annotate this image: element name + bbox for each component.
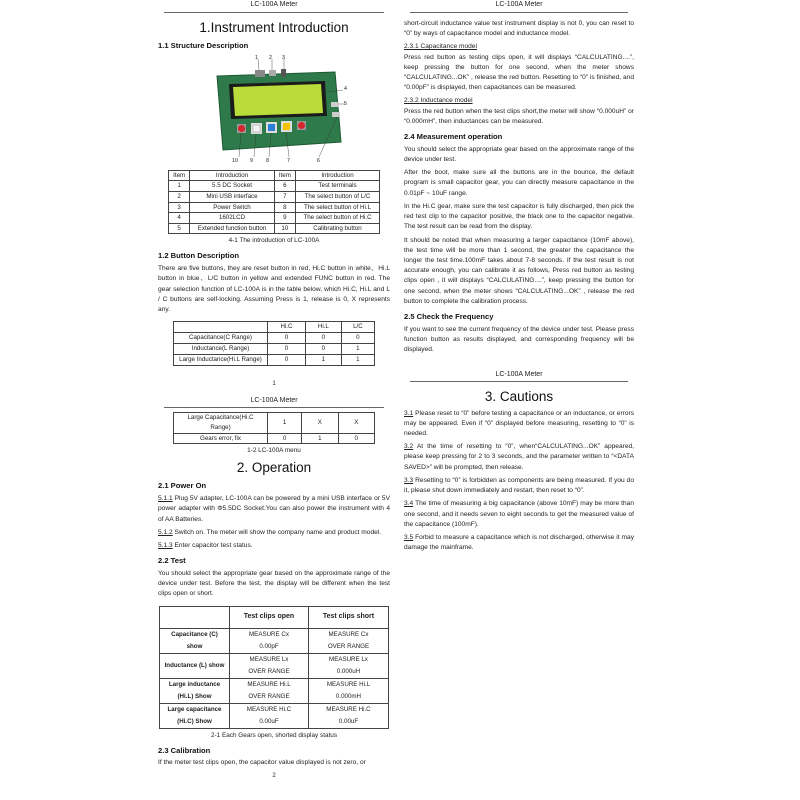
table-cell: [230, 653, 309, 678]
lcd-screen: [233, 84, 323, 116]
table-row: [169, 223, 380, 234]
table-row: [160, 678, 389, 703]
inductance-model-text: Press the red button when the test clips short,the meter will show “0.000uH” or “0.000mH”, then inductances can be measured.: [404, 107, 634, 125]
table-header-cell: Introduction: [295, 170, 379, 181]
page-number-2: 2: [272, 772, 276, 779]
display-line: 0.000mH: [335, 692, 362, 700]
dc-socket: [255, 70, 265, 77]
section-2-title: 2. Operation: [236, 460, 312, 476]
hil-button: [268, 124, 275, 131]
capacitance-model-text: Press red button as testing clips open, it will displays “CALCULATING....”, keep pressing the button for one second, when the meter shows “CALCULATING...OK” , release the red button. Resetting to “0” is finished, and “0.00pF” is displayed, then capacitances can be measured.: [404, 53, 634, 92]
table-header-cell: Item: [169, 170, 190, 181]
table-cell: [308, 703, 388, 728]
figure-label-9: 9: [250, 157, 253, 164]
figure-label-4: 4: [344, 85, 347, 92]
table-cell: 1: [305, 355, 341, 366]
display-line: MEASURE Hi.C: [246, 705, 292, 713]
table-cell: X: [302, 413, 338, 433]
display-line: 0.00uF: [259, 717, 279, 725]
subsection-2-4-title: 2.4 Measurement operation: [404, 132, 503, 142]
table-row: [169, 192, 380, 203]
figure-label-8: 8: [266, 157, 269, 164]
figure-label-3: 3: [282, 54, 285, 61]
table-row: [174, 413, 375, 433]
table-row: [160, 653, 389, 678]
display-line: MEASURE Lx: [329, 655, 368, 663]
func-button: [298, 122, 305, 129]
caution-text: The time of measuring a big capacitance (above 10mF) may be more than one second, and it needs seven to eight seconds to get the measured value of the capacitance (100mF).: [404, 500, 634, 528]
table-cell: 0: [338, 433, 374, 444]
table-cell: 1: [268, 413, 302, 433]
table-cell: Large Capacitance(Hi.C Range): [174, 413, 268, 433]
calibration-intro-text: short-circuit inductance value test instrument display is not 0, you can reset to “0” by ways of capacitance model and inductance model.: [404, 19, 634, 38]
table-cell: 9: [274, 213, 295, 224]
caution-number: 3.2: [404, 443, 414, 451]
table-header-cell: Hi.C: [268, 322, 306, 333]
test-description-text: You should select the appropriate gear based on the approximate range of the device under test. Before the test, the display will be different when the test clips open or short.: [158, 569, 390, 598]
table-header-cell: Test clips short: [308, 606, 388, 628]
caution-3-1: [404, 409, 634, 440]
table-cell: [308, 678, 388, 703]
table-header-cell: L/C: [341, 322, 374, 333]
table-cell: 5.5 DC Socket: [190, 181, 274, 192]
calibration-text: If the meter test clips open, the capacitor value displayed is not zero, or: [158, 759, 366, 767]
para-number: 5.1.3: [158, 541, 173, 549]
para-5-1-2: [158, 528, 390, 538]
table-cell: 2: [169, 192, 190, 203]
table-cell: 5: [169, 223, 190, 234]
structure-table-caption: 4-1 The introduction of LC-100A: [228, 237, 320, 245]
table-row: [174, 433, 375, 444]
calibrate-button: [238, 125, 245, 132]
usb-port: [269, 70, 276, 76]
table-cell: 1: [341, 355, 374, 366]
table-header-cell: [174, 322, 268, 333]
table-cell: 3: [169, 202, 190, 213]
table-cell: 1: [341, 344, 374, 355]
frequency-text: If you want to see the current frequency of the device under test. Please press function button as results displayed, and corresponding frequency will be displayed.: [404, 325, 634, 354]
button-description-text: There are five buttons, they are reset button in red, Hi.C button in white、Hi.L button in blue、L/C button in yellow and extended FUNC button in red. The gear selection function of LC-100A is in the table below, which Hi.C, Hi.L and L / C buttons are self-locking. Assuming Press is 1, release is 0, X represents any.: [158, 265, 390, 314]
display-line: MEASURE Hi.C: [326, 705, 371, 713]
table-row: [174, 355, 375, 366]
table-cell: 0: [268, 355, 306, 366]
table-cell: Inductance (L) show: [160, 653, 230, 678]
figure-label-1: 1: [255, 54, 258, 61]
terminal-1: [331, 102, 339, 107]
table-cell: 0: [268, 344, 306, 355]
measurement-para-4: It should be noted that when measuring a larger capacitance (10mF above), the test time will be more than 1 second, the greater the capacitance the longer the test time.100mF takes about 7-8 seconds. If the test result is not accurate enough, you can calibrate it as follows, Press red button as testing clips open , it will displays “CALCULATING....”, keep pressing the button for one second, when the meter shows “CALCULATING...OK” , release the red button to complete the calibration process.: [404, 236, 634, 305]
table-cell: 1: [169, 181, 190, 192]
table-header-cell: Test clips open: [230, 606, 309, 628]
caution-text: Resetting to “0” is forbidden as components are being measured. If you do it, please shut down immediately and restart, then reset to “0”.: [404, 476, 634, 495]
display-line: MEASURE Cx: [249, 630, 289, 638]
figure-label-7: 7: [287, 157, 290, 164]
table-cell: Mini USB interface: [190, 192, 274, 203]
para-text: Plug 5V adapter, LC-100A can be powered by a mini USB interface or 5V power adapter with Φ5.5DC Socket.You can also power the instrument with 4 of AA Batteries.: [158, 495, 390, 523]
para-text: Enter capacitor test status.: [172, 541, 253, 549]
table-cell: 0: [341, 333, 374, 344]
table-header-cell: Hi.L: [305, 322, 341, 333]
display-line: MEASURE Cx: [328, 630, 369, 638]
table-cell: 7: [274, 192, 295, 203]
figure-label-10: 10: [232, 157, 238, 164]
para-number: 5.1.2: [158, 528, 173, 536]
para-number: 5.1.1: [158, 495, 173, 503]
table-cell: Large inductance (Hi.L) Show: [160, 678, 230, 703]
display-line: OVER RANGE: [248, 692, 290, 700]
table-cell: Capacitance(C Range): [174, 333, 268, 344]
test-table-caption: 2-1 Each Gears open, shorted display status: [210, 731, 338, 739]
table-cell: 4: [169, 213, 190, 224]
subsection-2-3-1-title: 2.3.1 Capacitance model: [404, 43, 477, 51]
menu-table-caption: 1-2 LC-100A menu: [247, 447, 301, 455]
subsection-2-5-title: 2.5 Check the Frequency: [404, 312, 494, 322]
table-cell: 8: [274, 202, 295, 213]
table-cell: [308, 653, 388, 678]
page-number-1: 1: [272, 381, 276, 388]
table-cell: Gears error, fix: [174, 433, 268, 444]
table-header-cell: Introduction: [190, 170, 274, 181]
display-line: MEASURE Hi.L: [326, 680, 371, 688]
table-cell: [230, 703, 309, 728]
measurement-para-3: In the Hi.C gear, make sure the test capacitor is fully discharged, then pick the red test clip to the capacitor positive, the black one to the capacitor negative. The test result can be read from the display.: [404, 202, 634, 231]
table-cell: 0: [268, 333, 306, 344]
display-line: MEASURE Hi.L: [247, 680, 291, 688]
caution-text: Forbid to measure a capacitance which is not discharged, otherwise it may damage the mainframe.: [404, 533, 634, 552]
table-row: [169, 202, 380, 213]
table-cell: Extended function button: [190, 223, 274, 234]
subsection-1-1-title: 1.1 Structure Description: [158, 41, 249, 51]
subsection-2-1-title: 2.1 Power On: [158, 481, 207, 491]
table-cell: 0: [305, 333, 341, 344]
device-figure: [199, 54, 349, 167]
table-header-cell: Item: [274, 170, 295, 181]
table-cell: X: [338, 413, 374, 433]
display-line: OVER RANGE: [327, 642, 370, 650]
table-cell: 6: [274, 181, 295, 192]
para-text: Switch on. The meter will show the company name and product model.: [172, 528, 382, 536]
table-cell: Inductance(L Range): [174, 344, 268, 355]
table-row: [160, 628, 389, 653]
table-row: [174, 333, 375, 344]
table-cell: Large Inductance(Hi.L Range): [174, 355, 268, 366]
measurement-para-2: After the boot, make sure all the buttons are in the bounce, the default program is small capacitor gear, you can directly measure capacitance in the 0.01pF ~ 10uF range.: [404, 169, 634, 197]
display-line: OVER RANGE: [248, 667, 290, 675]
table-row: [169, 213, 380, 224]
para-5-1-3: [158, 541, 390, 551]
table-row: [169, 181, 380, 192]
table-cell: [230, 628, 309, 653]
table-cell: 0: [268, 433, 302, 444]
caution-3-5: [404, 533, 634, 553]
running-header-right: LC-100A Meter: [410, 0, 628, 13]
subsection-2-2-title: 2.2 Test: [158, 556, 186, 566]
table-header-row: [174, 322, 375, 333]
display-line: MEASURE Lx: [249, 655, 289, 663]
left-column: [158, 0, 390, 781]
caution-3-2: [404, 442, 634, 473]
caution-3-4: [404, 499, 634, 530]
section-1-title: 1.Instrument Introduction: [199, 19, 349, 35]
running-header-mid-right: LC-100A Meter: [410, 370, 628, 383]
terminal-2: [332, 112, 340, 117]
table-cell: 0: [305, 344, 341, 355]
test-display-table: [159, 606, 389, 729]
caution-number: 3.4: [404, 500, 414, 508]
lc100a-board-illustration: [199, 54, 349, 167]
measurement-para-1: You should select the appropriate gear based on the approximate range of the device under test.: [404, 145, 634, 164]
table-cell: [308, 628, 388, 653]
figure-label-2: 2: [269, 54, 272, 61]
table-cell: 10: [274, 223, 295, 234]
figure-label-5: 5: [344, 100, 347, 107]
caution-text: Please reset to “0” before testing a capacitance or an inductance, or errors may be appeared. Even if “0” displayed before measuring, resetting to “0” is needed.: [404, 409, 634, 437]
subsection-1-2-title: 1.2 Button Description: [158, 251, 240, 261]
table-cell: 1: [302, 433, 338, 444]
caution-number: 3.5: [404, 533, 414, 541]
table-cell: 1602LCD: [190, 213, 274, 224]
table-cell: Test terminals: [295, 181, 379, 192]
table-header-row: [169, 170, 380, 181]
running-header-left: LC-100A Meter: [164, 0, 384, 13]
power-switch: [281, 69, 286, 77]
table-row: [160, 703, 389, 728]
subsection-2-3-2-title: 2.3.2 Inductance model: [404, 97, 473, 105]
display-line: 0.000uH: [336, 667, 361, 675]
figure-label-6: 6: [317, 157, 320, 164]
table-cell: The select button of Hi.C: [295, 213, 379, 224]
table-cell: The select button of Hi.L: [295, 202, 379, 213]
caution-text: At the time of resetting to “0”, when“CALCULATING...OK” appeared, please keep pressing for 2 to 3 seconds, and the parameter written to “<DATA SAVED>” will be prompted, then release.: [404, 443, 634, 471]
button-gear-table: [173, 321, 375, 366]
table-cell: Power Switch: [190, 202, 274, 213]
display-line: 0.00pF: [259, 642, 279, 650]
caution-3-3: [404, 476, 634, 496]
lc-button: [283, 123, 290, 130]
caution-number: 3.1: [404, 409, 414, 417]
table-cell: Calibrating button: [295, 223, 379, 234]
button-gear-table-continued: [173, 412, 375, 444]
hic-button: [253, 125, 260, 132]
subsection-2-3-title: 2.3 Calibration: [158, 745, 211, 755]
section-3-title: 3. Cautions: [484, 389, 554, 405]
table-row: [174, 344, 375, 355]
table-cell: The select button of L/C: [295, 192, 379, 203]
running-header-mid: LC-100A Meter: [164, 396, 384, 409]
caution-number: 3.3: [404, 476, 414, 484]
para-5-1-1: [158, 494, 390, 525]
right-column: [404, 0, 634, 556]
table-cell: Large capacitance (Hi.C) Show: [160, 703, 230, 728]
table-header-row: [160, 606, 389, 628]
table-cell: [230, 678, 309, 703]
table-header-cell: [160, 606, 230, 628]
table-cell: Capacitance (C) show: [160, 628, 230, 653]
structure-table: [168, 170, 380, 235]
display-line: 0.00uF: [338, 717, 359, 725]
